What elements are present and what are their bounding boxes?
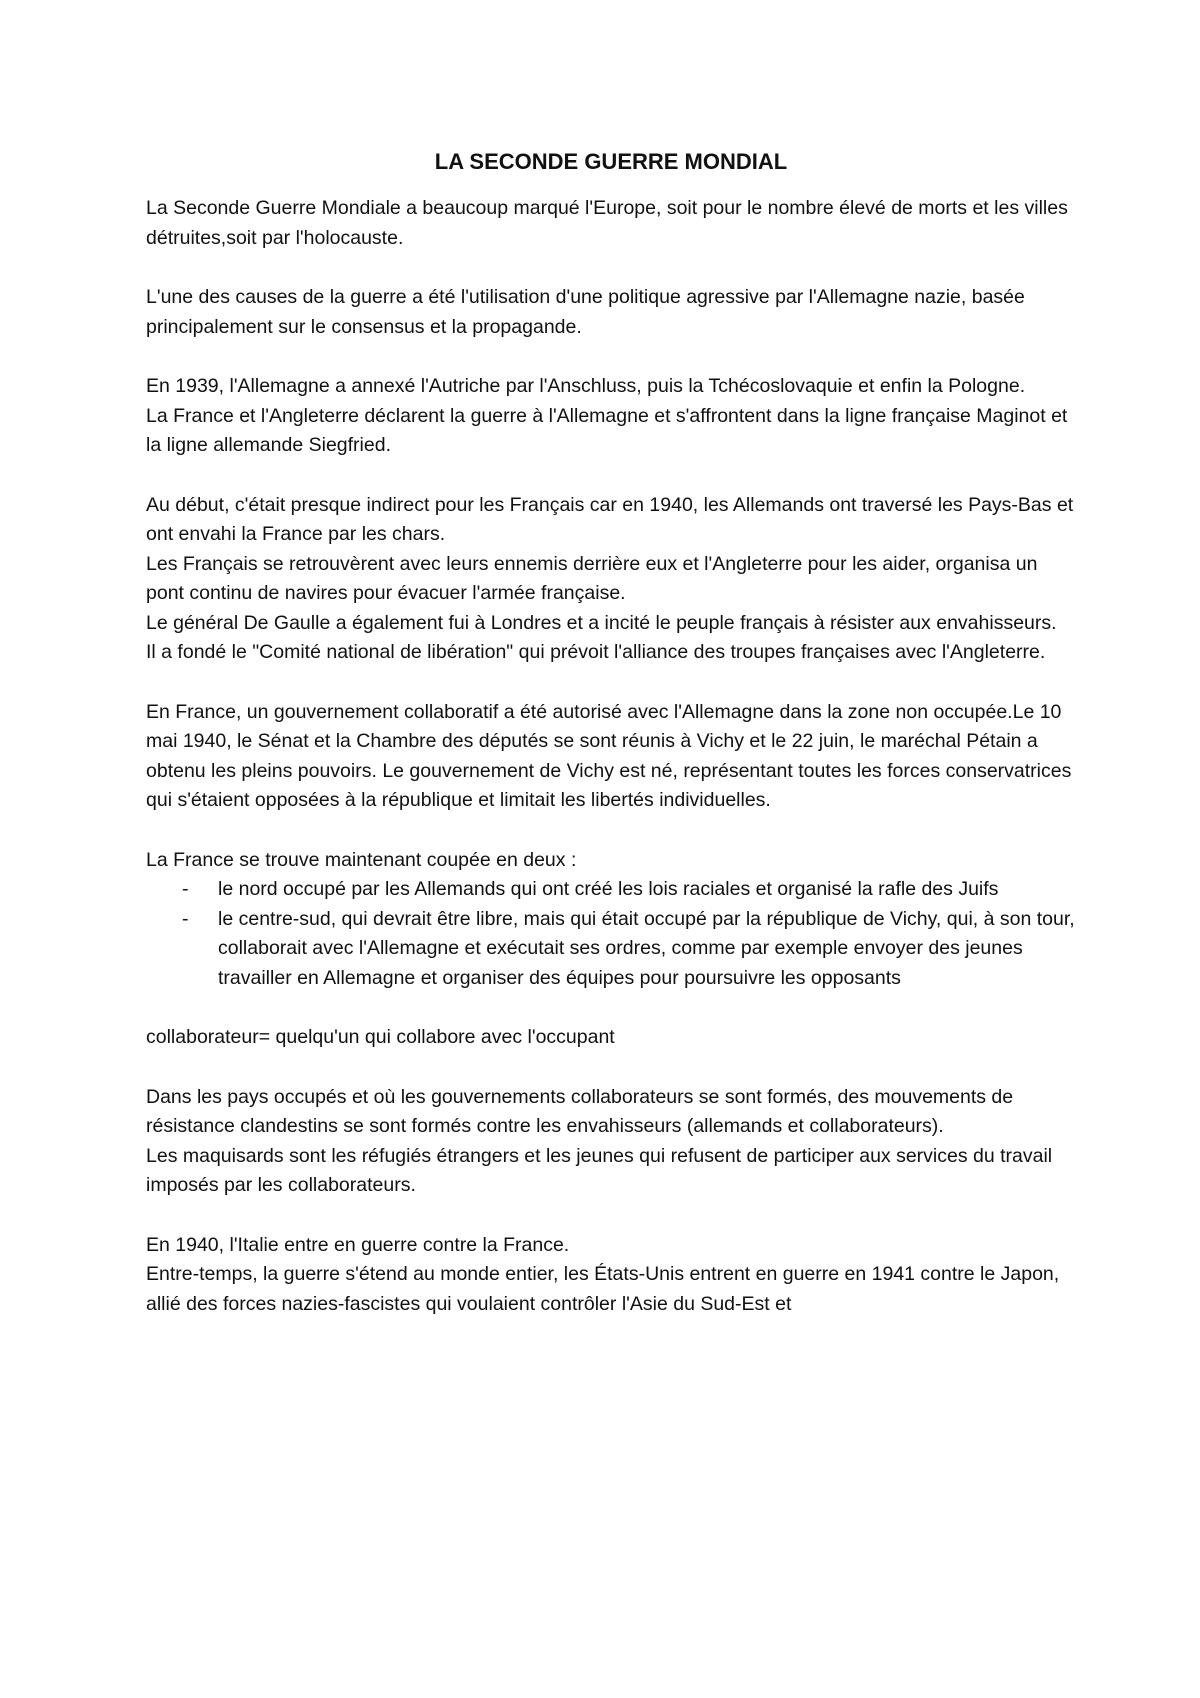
paragraph-line: Il a fondé le "Comité national de libération" qui prévoit l'alliance des troupes françaises avec l'Angleterre.	[146, 641, 1046, 663]
list-item	[146, 905, 1076, 994]
definition-line: collaborateur= quelqu'un qui collabore avec l'occupant	[146, 1026, 615, 1048]
paragraph-line: Le général De Gaulle a également fui à Londres et a incité le peuple français à résister aux envahisseurs.	[146, 611, 1057, 634]
paragraph-line: Au début, c'était presque indirect pour les Français car en 1940, les Allemands ont traversé les Pays-Bas et ont envahi la France par les chars.	[146, 493, 1074, 545]
paragraph-resistance	[146, 1083, 1076, 1201]
division-intro: La France se trouve maintenant coupée en deux :	[146, 848, 577, 871]
paragraph-line: Les maquisards sont les réfugiés étrangers et les jeunes qui refusent de participer aux services du travail imposés par les collaborateurs.	[146, 1144, 1053, 1196]
paragraph-line: Dans les pays occupés et où les gouvernements collaborateurs se sont formés, des mouvements de résistance clandestins se sont formés contre les envahisseurs (allemands et collaborateurs).	[146, 1085, 1014, 1137]
paragraph-line: La France et l'Angleterre déclarent la guerre à l'Allemagne et s'affrontent dans la ligne française Maginot et la ligne allemande Siegfried.	[146, 404, 1068, 456]
paragraph-italy	[146, 1231, 1076, 1320]
paragraph-vichy: En France, un gouvernement collaboratif a été autorisé avec l'Allemagne dans la zone non occupée.Le 10 mai 1940, le Sénat et la Chambre des députés se sont réunis à Vichy et le 22 juin, le maréchal Pétain a obtenu les pleins pouvoirs. Le gouvernement de Vichy est né, représentant toutes les forces conservatrices qui s'étaient opposées à la république et limitait les libertés individuelles.	[146, 700, 1072, 811]
bullet-marker: -	[182, 907, 189, 930]
document-title: LA SECONDE GUERRE MONDIAL	[434, 149, 788, 174]
bullet-marker: -	[182, 878, 189, 900]
document-page	[146, 142, 1076, 1349]
list-item	[146, 875, 1076, 905]
paragraph-line: Entre-temps, la guerre s'étend au monde entier, les États-Unis entrent en guerre en 1941 contre le Japon, allié des forces nazies-fascistes qui voulaient contrôler l'Asie du Sud-Est et	[146, 1263, 1060, 1315]
paragraph-causes: L'une des causes de la guerre a été l'utilisation d'une politique agressive par l'Allemagne nazie, basée principalement sur le consensus et la propagande.	[146, 286, 1025, 338]
paragraph-line: En 1939, l'Allemagne a annexé l'Autriche par l'Anschluss, puis la Tchécoslovaquie et enfin la Pologne.	[146, 375, 1026, 397]
paragraph-1939	[146, 372, 1076, 461]
paragraph-division	[146, 846, 1076, 994]
list-item-text: le centre-sud, qui devrait être libre, mais qui était occupé par la république de Vichy, qui, à son tour, collaborait avec l'Allemagne et exécutait ses ordres, comme par exemple envoyer des jeunes travailler en Allemagne et organiser des équipes pour poursuivre les opposants	[218, 907, 1075, 989]
division-list	[146, 875, 1076, 993]
list-item-text: le nord occupé par les Allemands qui ont créé les lois raciales et organisé la rafle des Juifs	[218, 878, 999, 900]
paragraph-line: Les Français se retrouvèrent avec leurs ennemis derrière eux et l'Angleterre pour les aider, organisa un pont continu de navires pour évacuer l'armée française.	[146, 552, 1038, 604]
paragraph-line: En 1940, l'Italie entre en guerre contre la France.	[146, 1233, 570, 1256]
paragraph-intro: La Seconde Guerre Mondiale a beaucoup marqué l'Europe, soit pour le nombre élevé de morts et les villes détruites,soit par l'holocauste.	[146, 197, 1068, 249]
paragraph-1940	[146, 491, 1076, 668]
